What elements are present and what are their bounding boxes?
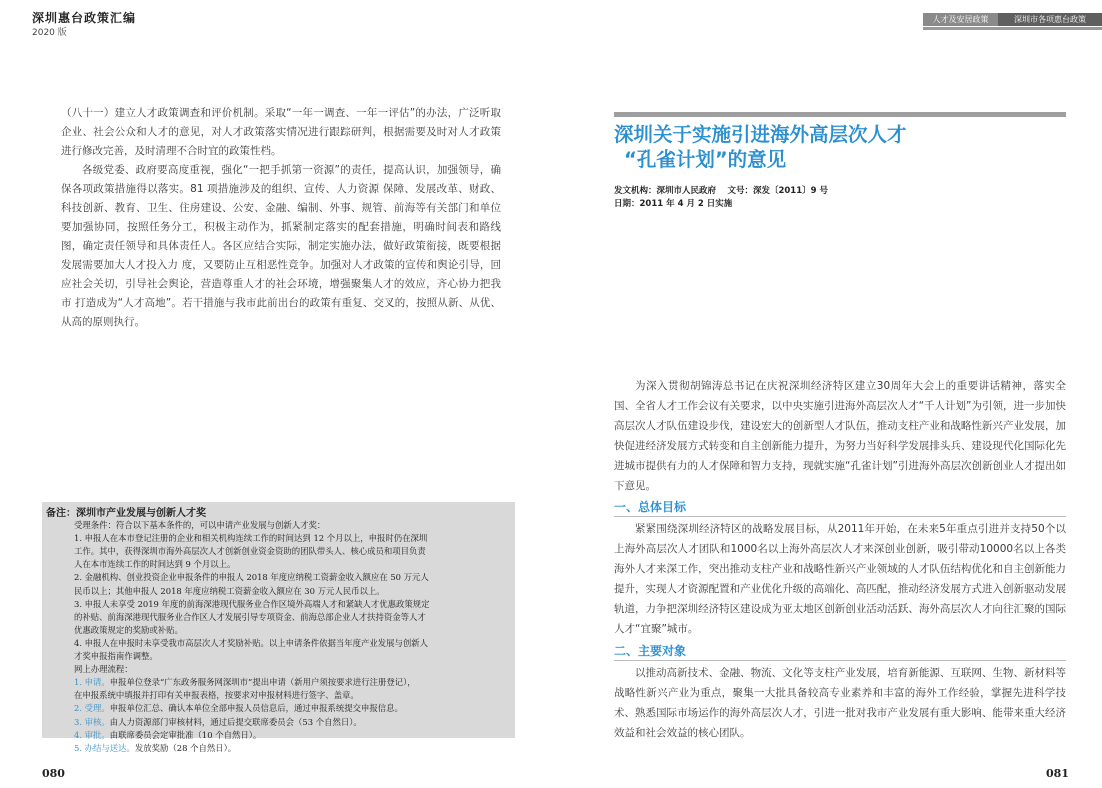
- title-bar: [614, 112, 1066, 117]
- note-line: 网上办理流程：: [74, 664, 133, 675]
- note-line: 民币以上；其他申报人 2018 年度应纳税工资薪金收入额应在 30 万元人民币以上。: [74, 585, 385, 596]
- note-line: 人在本市连续工作的时间达到 9 个月以上。: [74, 559, 236, 570]
- note-step-label: 5. 办结与送达。: [74, 742, 135, 753]
- document-title-line-2: “孔雀计划”的意见: [624, 148, 787, 171]
- header-divider: [923, 27, 1102, 30]
- document-title-line-1: 深圳关于实施引进海外高层次人才: [614, 123, 907, 146]
- issuer-meta: 发文机构：深圳市人民政府 文号：深发〔2011〕9 号: [614, 186, 828, 196]
- note-step: [74, 742, 514, 755]
- note-step-label: 4. 审批。: [74, 729, 110, 740]
- publication-title: 深圳惠台政策汇编: [32, 11, 137, 25]
- section-tab-talent-housing: 人才及安居政策: [923, 13, 998, 26]
- note-line: 优惠政策规定的奖励或补贴。: [74, 624, 183, 635]
- note-title: 备注：深圳市产业发展与创新人才奖: [46, 508, 206, 519]
- note-step: [74, 689, 514, 702]
- note-step-label: 1. 申请。: [74, 677, 110, 688]
- note-line: 才奖申报指南作调整。: [74, 651, 158, 661]
- note-line: 工作。其中，获得深圳市海外高层次人才创新创业资金资助的团队带头人、核心成员和项目负责: [74, 546, 426, 557]
- note-step-text: 在申报系统中填报并打印有关申报表格，按要求对申报材料进行签字、盖章。: [74, 690, 359, 701]
- note-step-text: 申报单位汇总、确认本单位全部申报人员信息后，通过申报系统提交申报信息。: [109, 703, 403, 714]
- section-heading-2: 二、主要对象: [614, 644, 687, 658]
- note-step-text: 申报单位登录“广东政务服务网深圳市”提出申请（新用户须按要求进行注册登记），: [109, 677, 416, 688]
- note-step-text: 发放奖励（28 个自然日）。: [134, 742, 237, 753]
- intro-paragraph: 为深入贯彻胡锦涛总书记在庆祝深圳经济特区建立30周年大会上的重要讲话精神，落实全国、全省人才工作会议有关要求，以中央实施引进海外高层次人才“千人计划”为引领，进一步加快高层次人才队伍建设步伐，建设宏大的创新型人才队伍，推动支柱产业和战略性新兴产业发展，加快促进经济发展方式转变和自主创新能力提升，为努力当好科学发展排头兵、建设现代化国际化先进城市提供有力的人才保障和智力支持，现就实施“孔雀计划”引进海外高层次创新创业人才提出如下意见。: [614, 380, 1066, 492]
- note-line: 的补贴、前海深港现代服务业合作区人才发展引导专项资金、前海总部企业人才扶持资金等人才: [74, 611, 426, 622]
- section-tab-shenzhen-policies: 深圳市各项惠台政策: [998, 13, 1102, 26]
- note-line: 1. 申报人在本市登记注册的企业和相关机构连续工作的时间达到 12 个月以上，申报时仍在深圳: [74, 533, 428, 544]
- section-paragraph-2: 以推动高新技术、金融、物流、文化等支柱产业发展，培育新能源、互联网、生物、新材料等战略性新兴产业为重点，聚集一大批具备较高专业素养和丰富的海外工作经验，掌握先进科学技术、熟悉国际市场运作的海外高层次人才，引进一批对我市产业发展有重大影响、能带来重大经济效益和社会效益的核心团队。: [614, 667, 1066, 739]
- note-step-text: 由人力资源部门审核材料，通过后提交联席委员会（53 个自然日）。: [109, 716, 362, 727]
- section-paragraph-1: 紧紧围绕深圳经济特区的战略发展目标，从2011年开始，在未来5年重点引进并支持50个以上海外高层次人才团队和1000名以上海外高层次人才来深创业创新，吸引带动10000名以上各类海外人才来深工作，突出推动支柱产业和战略性新兴产业领域的人才队伍结构优化和自主创新能力提升，实现人才资源配置和产业优化升级的高端化、高匹配，推动经济发展方式进入创新驱动发展轨道，力争把深圳经济特区建设成为亚太地区创新创业活动活跃、海外高层次人才向往汇聚的国际人才“宜聚”城市。: [614, 523, 1066, 635]
- section-divider-2: [614, 660, 1066, 661]
- document-title: [614, 122, 907, 172]
- note-step: [74, 729, 514, 742]
- section-heading-1: 一、总体目标: [614, 500, 687, 514]
- note-line: 2. 金融机构、创业投资企业申报条件的申报人 2018 年度应纳税工资薪金收入额应在 50 万元人: [74, 572, 429, 583]
- page-number-right: 081: [1046, 767, 1069, 780]
- note-line: 4. 申报人在申报时未享受我市高层次人才奖励补贴。以上申请条件依据当年度产业发展与创新人: [74, 637, 429, 648]
- note-line: 3. 申报人未享受 2019 年度的前海深港现代服务业合作区境外高端人才和紧缺人才优惠政策规定: [74, 598, 430, 609]
- note-step: [74, 676, 514, 689]
- note-step-text: 由联席委员会定审批准（10 个自然日）。: [109, 729, 262, 740]
- publication-edition: 2020 版: [32, 28, 67, 38]
- note-step-label: 2. 受理。: [74, 703, 110, 714]
- note-step: [74, 702, 514, 715]
- note-line: 受理条件：符合以下基本条件的，可以申请产业发展与创新人才奖：: [74, 520, 326, 530]
- left-paragraph-2: 各级党委、政府要高度重视，强化“一把手抓第一资源”的责任，提高认识，加强领导，确保各项政策措施得以落实。81 项措施涉及的组织、宣传、人力资源 保障、发展改革、财政、科技创新、教育、卫生、住房建设、公安、金融、编制、外事、规管、前海等有关部门和单位要加强协同，按照任务分工，积极主动作为，抓紧制定落实的配套措施，明确时间表和路线图，确定责任领导和具体责任人。各区应结合实际，制定实施办法，做好政策衔接，既要根据发展需要加大人才投入力 度，又要防止互相恶性竞争。加强对人才政策的宣传和舆论引导，回应社会关切，引导社会舆论，营造尊重人才的社会环境，增强聚集人才的效应，齐心协力把我市 打造成为“人才高地”。若干措施与我市此前出台的政策有重复、交叉的，按照从新、从优、从高的原则执行。: [61, 164, 501, 328]
- page-number-left: 080: [42, 767, 65, 780]
- left-paragraph-1: （八十一）建立人才政策调查和评价机制。采取“一年一调查、一年一评估”的办法，广泛听取企业、社会公众和人才的意见，对人才政策落实情况进行跟踪研判，根据需要及时对人才政策进行修改完善，及时清理不合时宜的政策性档。: [61, 107, 501, 157]
- note-step-label: 3. 审核。: [74, 716, 110, 727]
- note-step: [74, 716, 514, 729]
- date-meta: 日期：2011 年 4 月 2 日实施: [614, 199, 733, 209]
- section-divider-1: [614, 516, 1066, 517]
